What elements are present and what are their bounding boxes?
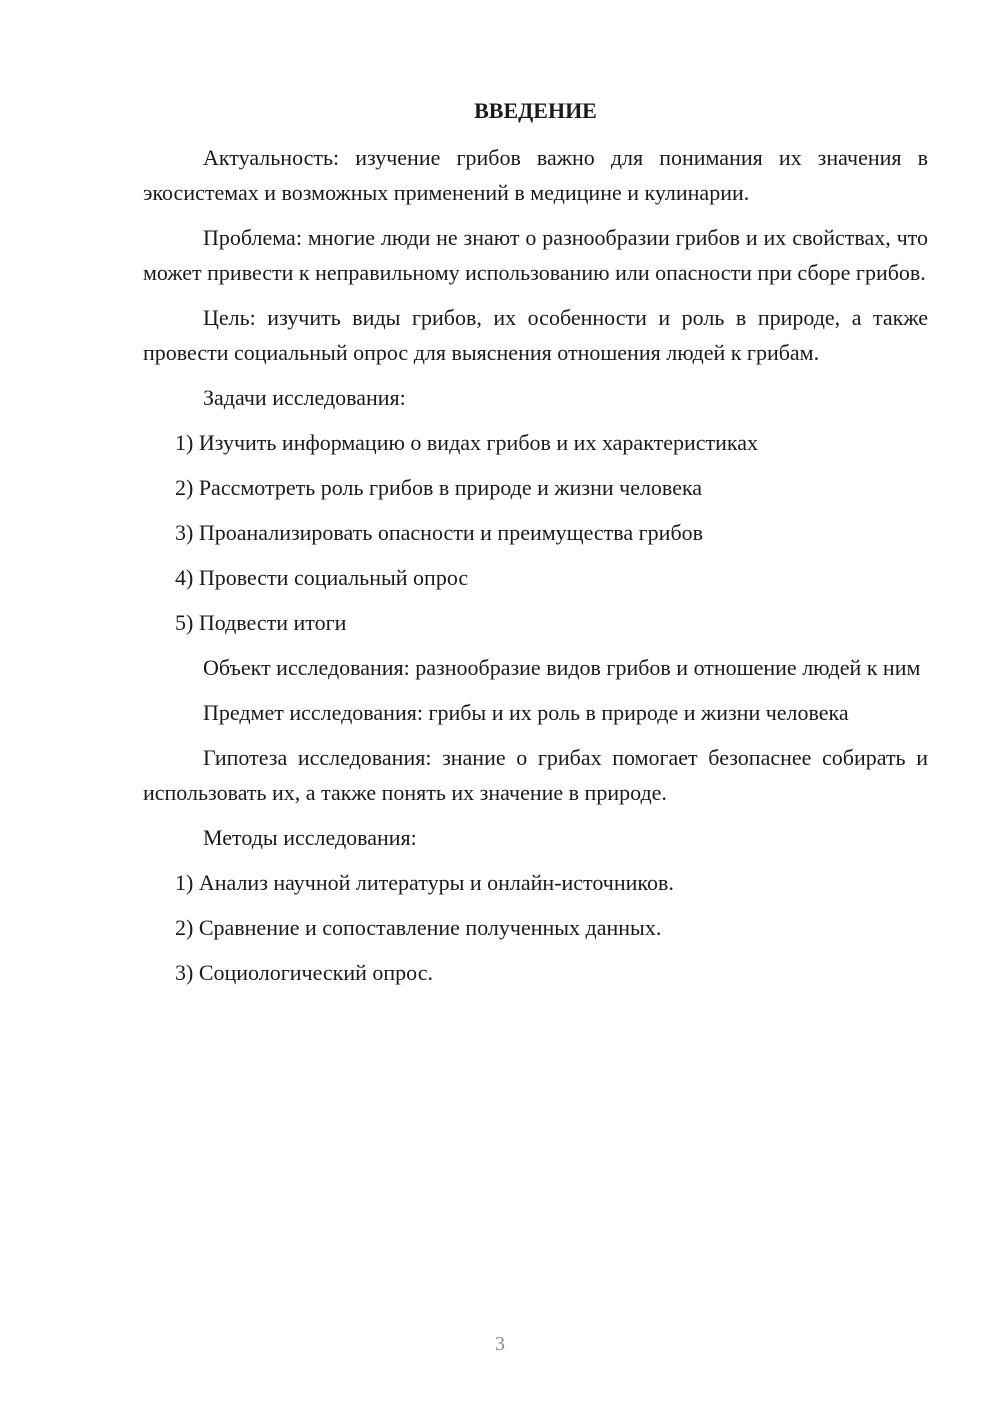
problem-paragraph: Проблема: многие люди не знают о разнообразии грибов и их свойствах, что может привести к неправильному использованию или опасности при сборе грибов. — [143, 225, 928, 285]
task-item: 1) Изучить информацию о видах грибов и их характеристиках — [175, 430, 759, 455]
tasks-heading: Задачи исследования: — [203, 385, 406, 410]
task-item: 2) Рассмотреть роль грибов в природе и жизни человека — [175, 475, 703, 500]
methods-heading: Методы исследования: — [203, 825, 417, 850]
page-content — [143, 96, 928, 1000]
relevance-paragraph: Актуальность: изучение грибов важно для понимания их значения в экосистемах и возможных применений в медицине и кулинарии. — [143, 145, 928, 205]
methods-list — [143, 865, 928, 990]
task-item: 4) Провести социальный опрос — [175, 565, 469, 590]
page-number: 3 — [495, 1333, 505, 1355]
task-item: 5) Подвести итоги — [175, 610, 347, 635]
subject-paragraph: Предмет исследования: грибы и их роль в природе и жизни человека — [203, 700, 849, 725]
section-title: ВВЕДЕНИЕ — [474, 98, 597, 123]
object-paragraph: Объект исследования: разнообразие видов грибов и отношение людей к ним — [203, 655, 921, 680]
hypothesis-paragraph: Гипотеза исследования: знание о грибах помогает безопаснее собирать и использовать их, а также понять их значение в природе. — [143, 745, 928, 805]
method-item: 1) Анализ научной литературы и онлайн-источников. — [175, 870, 674, 895]
task-item: 3) Проанализировать опасности и преимущества грибов — [175, 520, 704, 545]
method-item: 3) Социологический опрос. — [175, 960, 433, 985]
goal-paragraph: Цель: изучить виды грибов, их особенности и роль в природе, а также провести социальный опрос для выяснения отношения людей к грибам. — [143, 305, 928, 365]
method-item: 2) Сравнение и сопоставление полученных данных. — [175, 915, 662, 940]
tasks-list — [143, 425, 928, 640]
